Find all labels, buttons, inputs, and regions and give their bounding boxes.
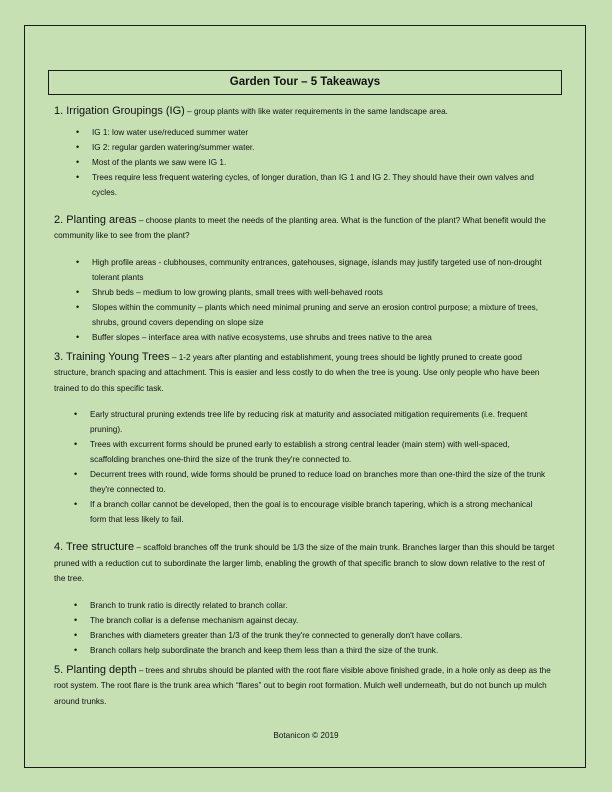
list-item: • Buffer slopes – interface area with native ecosystems, use shrubs and trees native to the area [92, 330, 556, 345]
list-item: • IG 1: low water use/reduced summer water [92, 125, 556, 140]
section-text: – choose plants to meet the needs of the planting area. What is the function of the plant? What benefit would the community like to see from the plant? [54, 215, 546, 240]
document-body [54, 104, 556, 709]
list-item: • IG 2: regular garden watering/summer water. [92, 140, 556, 155]
section-text: – group plants with like water requirements in the same landscape area. [184, 107, 448, 116]
section-paragraph [54, 213, 556, 244]
section-irrigation [54, 104, 556, 200]
section-training-young-trees [54, 350, 556, 528]
list-item: • Trees require less frequent watering cycles, of longer duration, than IG 1 and IG 2. They should have their own valves and cycles. [92, 170, 556, 200]
list-item: • Branches with diameters greater than 1/3 of the trunk they're connected to generally don't have collars. [90, 628, 556, 643]
footer-copyright: Botanicon © 2019 [273, 731, 339, 740]
page-title: Garden Tour – 5 Takeaways [48, 70, 562, 95]
section-paragraph [54, 350, 556, 397]
list-item: • Decurrent trees with round, wide forms should be pruned to reduce load on branches more than one-third the size of the trunk they're connected to. [90, 467, 556, 497]
section-heading: 2. Planting areas [54, 213, 137, 226]
section-planting-areas [54, 213, 556, 345]
list-item: • If a branch collar cannot be developed, then the goal is to encourage visible branch tapering, which is a strong mechanical form that less likely to fail. [90, 497, 556, 527]
list-item: • Branch to trunk ratio is directly related to branch collar. [90, 598, 556, 613]
bullet-list [54, 598, 556, 658]
bullet-list [54, 407, 556, 527]
section-heading: 4. Tree structure [54, 541, 135, 553]
list-item: • Trees with excurrent forms should be pruned early to establish a strong central leader (main stem) with well-spaced, scaffolding branches one-third the size of the trunk they're connected to. [90, 437, 556, 467]
list-item: • Early structural pruning extends tree life by reducing risk at maturity and associated mitigation requirements (i.e. frequent pruning). [90, 407, 556, 437]
list-item: • Branch collars help subordinate the branch and keep them less than a third the size of the trunk. [90, 643, 556, 658]
section-paragraph [54, 663, 556, 710]
bullet-list [54, 255, 556, 345]
list-item: • The branch collar is a defense mechanism against decay. [90, 613, 556, 628]
section-planting-depth [54, 663, 556, 710]
list-item: • High profile areas - clubhouses, community entrances, gatehouses, signage, islands may justify targeted use of non-drought tolerant plants [92, 255, 556, 285]
section-heading: 5. Planting depth [54, 663, 137, 676]
section-paragraph [54, 104, 556, 120]
list-item: • Most of the plants we saw were IG 1. [92, 155, 556, 170]
list-item: • Slopes within the community – plants which need minimal pruning and serve an erosion control purpose; a mixture of trees, shrubs, ground covers depending on slope size [92, 300, 556, 330]
section-heading: 1. Irrigation Groupings (IG) [54, 105, 185, 117]
section-heading: 3. Training Young Trees [54, 350, 170, 363]
section-text: – trees and shrubs should be planted with the root flare visible above finished grade, in a hole only as deep as the root system. The root flare is the trunk area which “flares” out to begin root formation. Mulch well underneath, but do not bunch up mulch around trunks. [54, 665, 551, 706]
bullet-list [54, 125, 556, 200]
section-paragraph [54, 540, 556, 587]
section-text: – scaffold branches off the trunk should be 1/3 the size of the main trunk. Branches larger than this should be target pruned with a reduction cut to subordinate the larger limb, enabling the growth of that specific branch to slow down relative to the rest of the tree. [54, 543, 555, 583]
list-item: • Shrub beds – medium to low growing plants, small trees with well-behaved roots [92, 285, 556, 300]
section-text: – 1-2 years after planting and establishment, young trees should be lightly pruned to create good structure, branch spacing and attachment. This is easier and less costly to do when the tree is young. Use only people who have been trained to do this specific task. [54, 352, 540, 393]
section-tree-structure [54, 540, 556, 658]
